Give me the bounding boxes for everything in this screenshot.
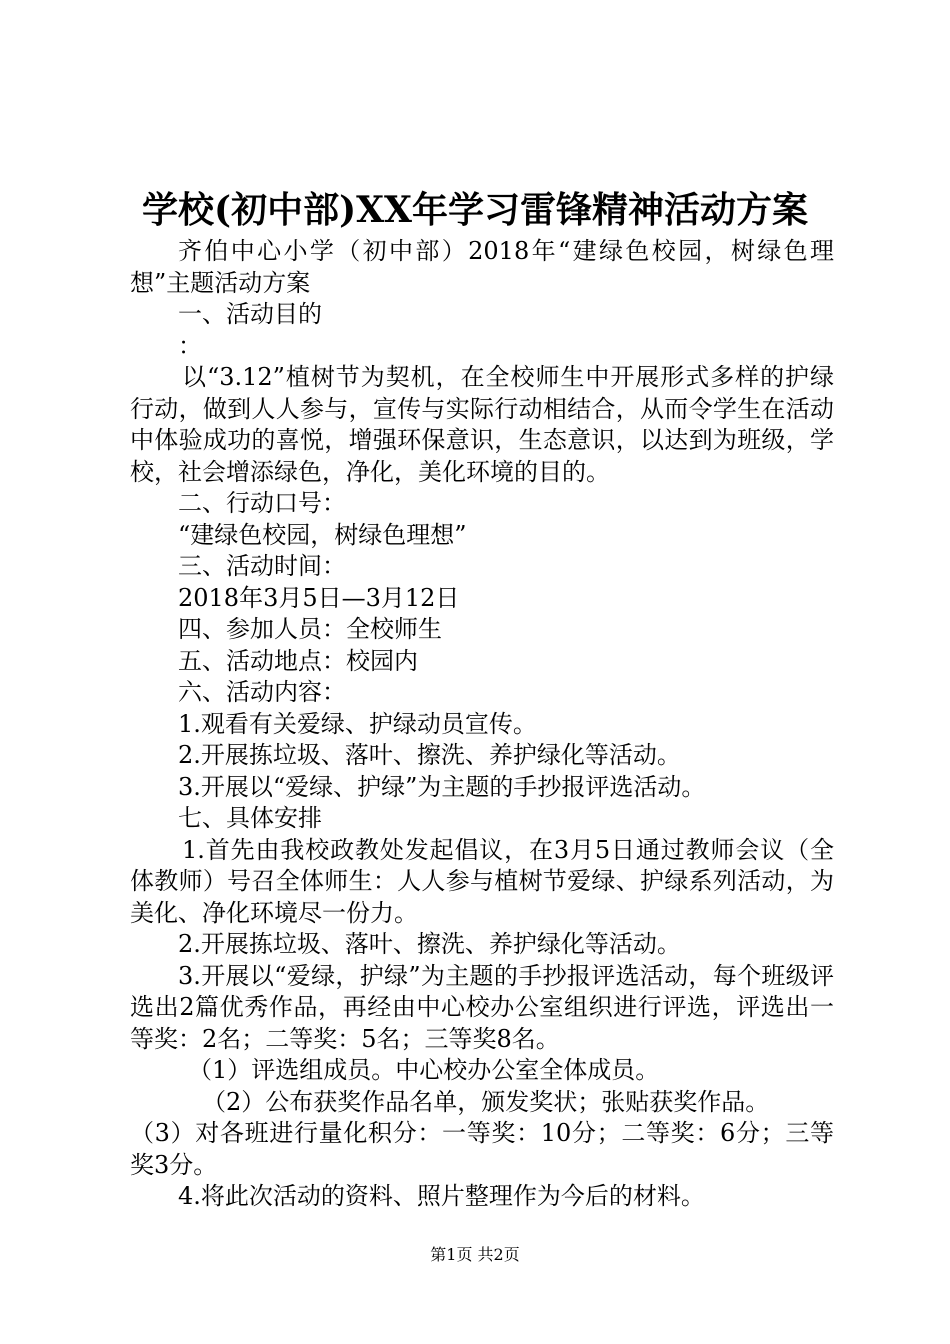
heading-slogan: 二、行动口号： [178,489,346,517]
sub-item-3: （3）对各班进行量化积分：一等奖：10分；二等奖：6分；三等奖3分。 [130,1119,834,1179]
paragraph-slogan: “建绿色校园，树绿色理想” [178,520,467,549]
paragraph-participants: 四、参加人员：全校师生 [178,615,442,643]
paragraph-intro: 齐伯中心小学（初中部）2018年“建绿色校园，树绿色理想”主题活动方案 [130,237,834,297]
list-item-content-3: 3.开展以“爱绿、护绿”为主题的手抄报评选活动。 [178,772,706,801]
paragraph-location: 五、活动地点：校园内 [178,646,418,675]
list-item-arrangement-1: 1.首先由我校政教处发起倡议，在3月5日通过教师会议（全体教师）号召全体师生：人人参与植树节爱绿、护绿系列活动，为美化、净化环境尽一份力。 [130,835,834,927]
heading-time: 三、活动时间： [178,552,346,580]
sub-item-2: （2）公布获奖作品名单，颁发奖状；张贴获奖作品。 [202,1087,770,1116]
list-item-content-2: 2.开展拣垃圾、落叶、擦洗、养护绿化等活动。 [178,741,681,769]
document-body [130,236,834,1213]
paragraph-time: 2018年3月5日—3月12日 [178,583,460,612]
heading-content: 六、活动内容： [178,678,346,706]
page-footer: 第1页 共2页 [430,1245,520,1264]
list-item-arrangement-3: 3.开展以“爱绿，护绿”为主题的手抄报评选活动，每个班级评选出2篇优秀作品，再经由中心校办公室组织进行评选，评选出一等奖：2名；二等奖：5名；三等奖8名。 [130,961,834,1053]
heading-arrangement: 七、具体安排 [178,804,322,832]
document-title: 学校(初中部)XX年学习雷锋精神活动方案 [142,189,808,231]
list-item-arrangement-2: 2.开展拣垃圾、落叶、擦洗、养护绿化等活动。 [178,930,681,958]
paragraph-purpose: 以“3.12”植树节为契机，在全校师生中开展形式多样的护绿行动，做到人人参与，宣传与实际行动相结合，从而令学生在活动中体验成功的喜悦，增强环保意识，生态意识，以达到为班级，学校，社会增添绿色，净化，美化环境的目的。 [130,363,834,486]
heading-purpose: 一、活动目的 [178,300,322,328]
paragraph-colon: ： [178,331,202,360]
list-item-content-1: 1.观看有关爱绿、护绿动员宣传。 [178,709,537,738]
list-item-arrangement-4: 4.将此次活动的资料、照片整理作为今后的材料。 [178,1182,705,1210]
sub-item-1: （1）评选组成员。中心校办公室全体成员。 [188,1056,660,1084]
